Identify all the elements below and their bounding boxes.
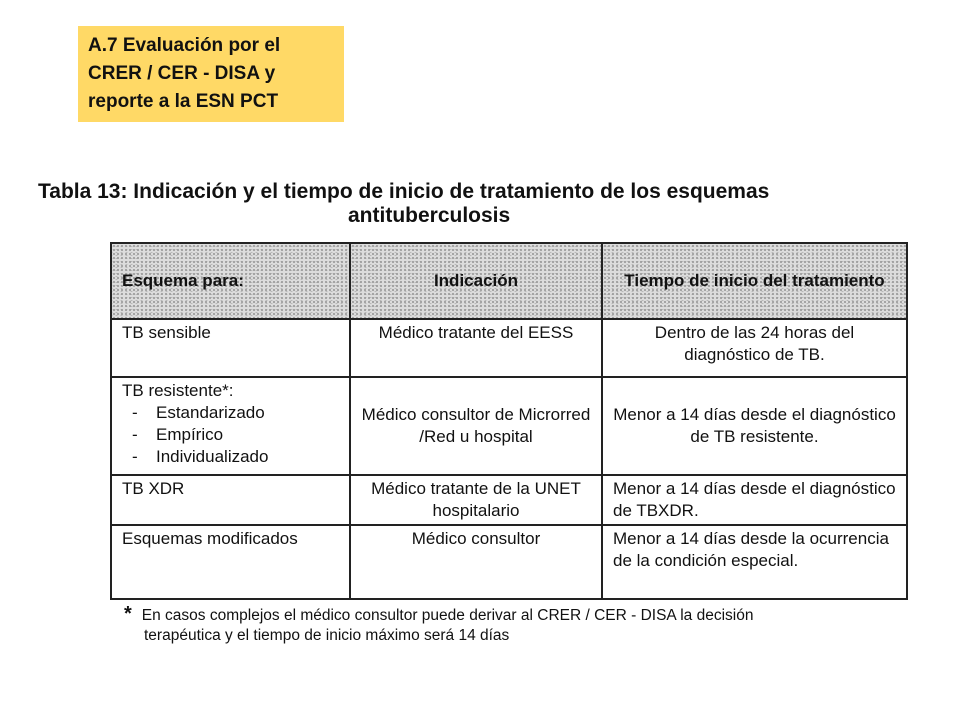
cell-tiempo: Menor a 14 días desde el diagnóstico de TB resistente.: [602, 377, 907, 475]
footnote-line1: En casos complejos el médico consultor puede derivar al CRER / CER - DISA la decisión: [141, 607, 754, 624]
treatment-table: [110, 242, 908, 600]
cell-esquema: TB sensible: [111, 319, 350, 377]
cell-indicacion: Médico tratante del EESS: [350, 319, 602, 377]
cell-esquema: Esquemas modificados: [111, 525, 350, 599]
subitem-label: Individualizado: [156, 447, 269, 466]
section-label-line: reporte a la ESN PCT: [88, 91, 279, 112]
table-title: [38, 180, 878, 228]
subitem: - Empírico: [132, 425, 224, 444]
subitem-label: Empírico: [156, 425, 224, 444]
table-row: [111, 525, 907, 599]
subitem-label: Estandarizado: [156, 403, 265, 422]
table-header-row: [111, 243, 907, 319]
cell-tiempo: Dentro de las 24 horas del diagnóstico de TB.: [602, 319, 907, 377]
footnote: [124, 604, 914, 646]
table-title-line2: antituberculosis: [348, 204, 511, 227]
cell-indicacion: Médico tratante de la UNET hospitalario: [350, 475, 602, 525]
cell-indicacion: Médico consultor: [350, 525, 602, 599]
table-row: [111, 377, 907, 475]
table-title-line1: Tabla 13: Indicación y el tiempo de inicio de tratamiento de los esquemas: [38, 180, 770, 203]
footnote-line2: terapéutica y el tiempo de inicio máximo será 14 días: [144, 627, 510, 644]
section-label-line: A.7 Evaluación por el: [88, 35, 281, 56]
cell-esquema-title: TB resistente*:: [122, 381, 234, 400]
cell-esquema: [111, 377, 350, 475]
cell-indicacion: Médico consultor de Microrred /Red u hospital: [350, 377, 602, 475]
header-indicacion: Indicación: [350, 243, 602, 319]
cell-esquema: TB XDR: [111, 475, 350, 525]
cell-tiempo: Menor a 14 días desde la ocurrencia de la condición especial.: [602, 525, 907, 599]
cell-tiempo: Menor a 14 días desde el diagnóstico de TBXDR.: [602, 475, 907, 525]
header-tiempo: Tiempo de inicio del tratamiento: [602, 243, 907, 319]
section-label: [78, 26, 344, 122]
section-label-line: CRER / CER - DISA y: [88, 63, 276, 84]
subitem: - Individualizado: [132, 447, 269, 466]
table-row: [111, 319, 907, 377]
header-esquema: Esquema para:: [111, 243, 350, 319]
footnote-marker: *: [124, 603, 132, 625]
table-row: [111, 475, 907, 525]
subitem: - Estandarizado: [132, 403, 265, 422]
